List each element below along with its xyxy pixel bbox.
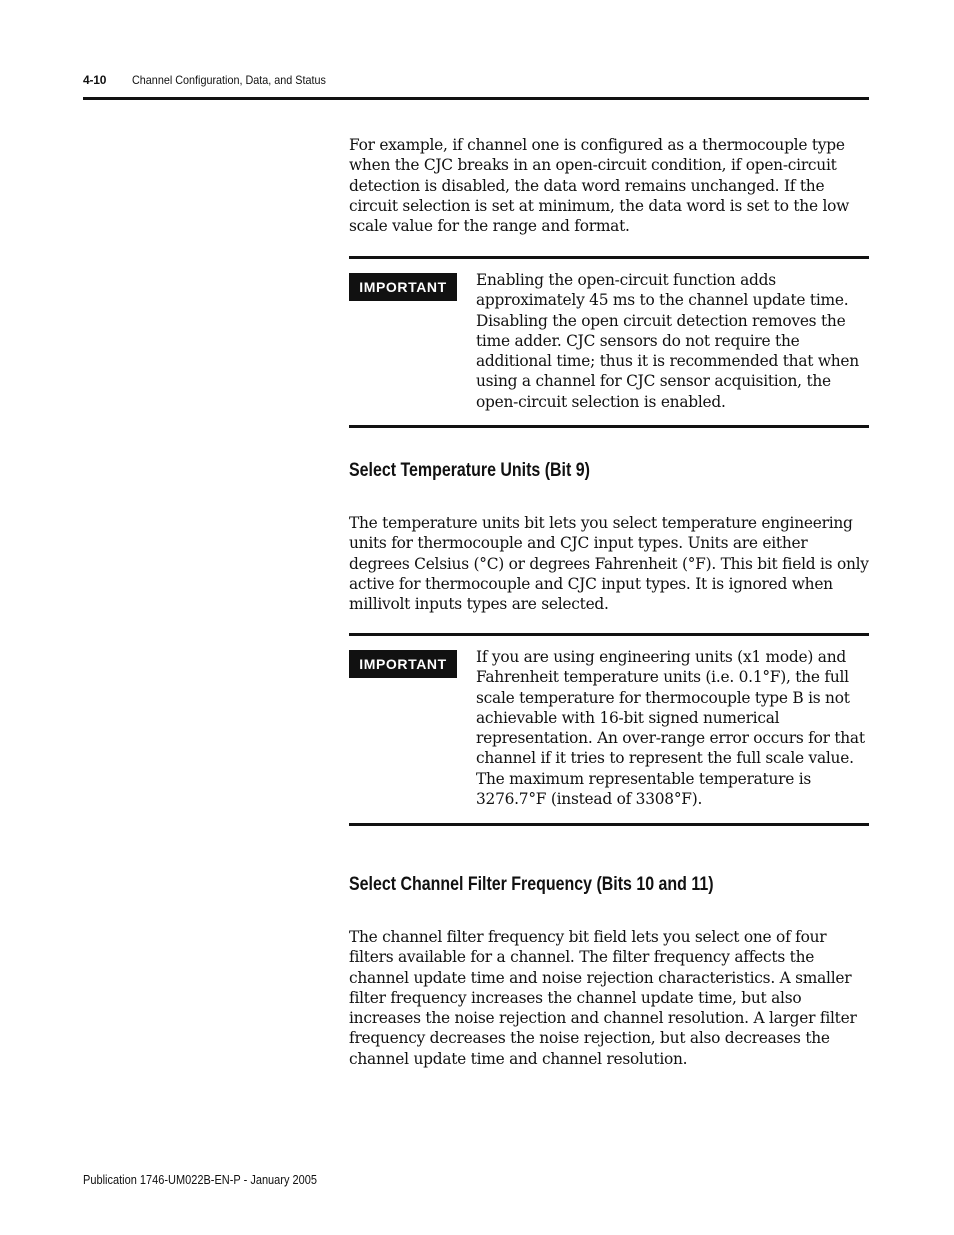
filter-frequency-paragraph: The channel filter frequency bit field lets you select one of four filters available for a channel. The filter frequency affects the channel update time and noise rejection characteristics. A smaller filter frequency increases the channel update time, but also increases the noise rejection and channel resolution. A larger filter frequency decreases the noise rejection, but also decreases the channel update time and channel resolution. [349,928,857,1068]
intro-paragraph: For example, if channel one is configured as a thermocouple type when the CJC breaks in an open-circuit condition, if open-circuit detection is disabled, the data word remains unchanged. If the circuit selection is set at minimum, the data word is set to the low scale value for the range and format. [349,136,850,236]
publication-footer: Publication 1746-UM022B-EN-P - January 2005 [83,1173,317,1187]
important-label: IMPORTANT [349,650,457,678]
heading-temperature-units: Select Temperature Units (Bit 9) [349,460,590,481]
important-text: Enabling the open-circuit function adds approximately 45 ms to the channel update time. Disabling the open circuit detection removes the time adder. CJC sensors do not require the additional time; thus it is recommended that when using a channel for CJC sensor acquisition, the open-circuit selection is enabled. [476,271,859,411]
section-title: Channel Configuration, Data, and Status [132,73,326,87]
page-number: 4-10 [83,73,107,87]
temperature-units-paragraph: The temperature units bit lets you select temperature engineering units for thermocouple and CJC input types. Units are either degrees Celsius (°C) or degrees Fahrenheit (°F). This bit field is only active for thermocouple and CJC input types. It is ignored when millivolt inputs types are selected. [349,514,869,614]
heading-filter-frequency: Select Channel Filter Frequency (Bits 10 and 11) [349,874,714,895]
important-text: If you are using engineering units (x1 mode) and Fahrenheit temperature units (i.e. 0.1°F), the full scale temperature for thermocouple type B is not achievable with 16-bit signed numerical representation. An over-range error occurs for that channel if it tries to represent the full scale value. The maximum representable temperature is 3276.7°F (instead of 3308°F). [476,648,865,809]
important-box-open-circuit [349,256,869,428]
important-label: IMPORTANT [349,273,457,301]
page-header [83,73,869,100]
important-box-fahrenheit [349,633,869,826]
